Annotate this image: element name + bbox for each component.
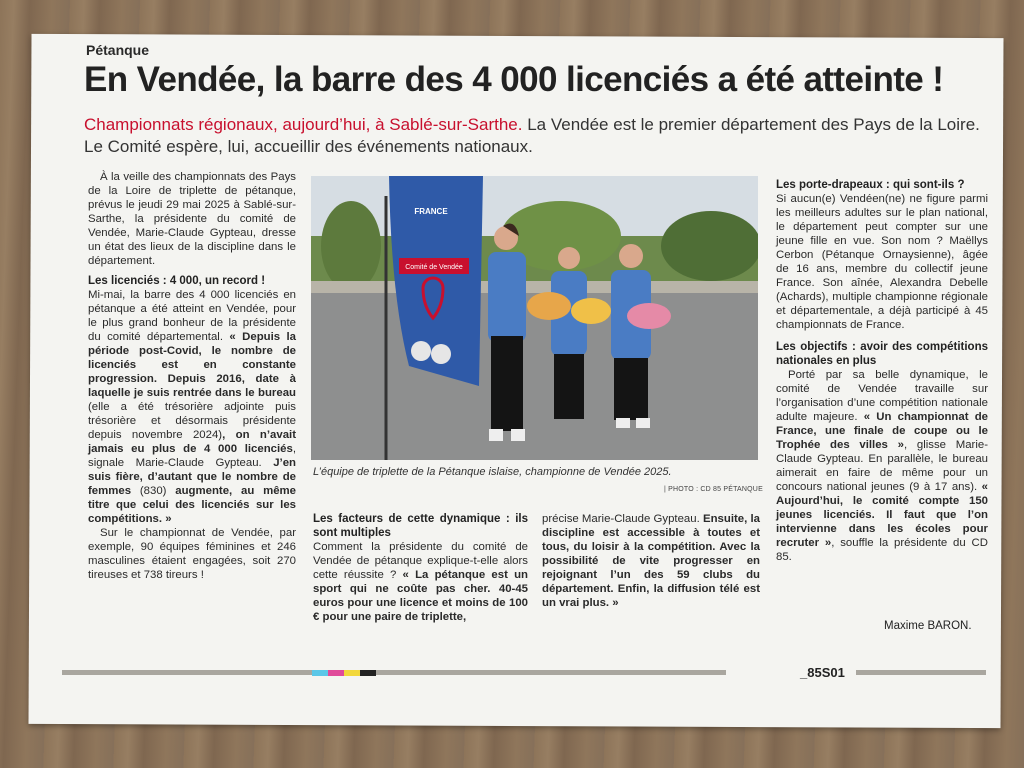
quote-d: augmente, au même titre que celui des licenciés sur les compétitions. » <box>88 485 296 525</box>
player-left <box>488 224 526 441</box>
intro-paragraph: À la veille des championnats des Pays de la Loire de triplette de pétanque, prévus le jeudi 29 mai 2025 à Sablé-sur-Sarthe, la présidente du comité de Vendée, Marie-Claude Gypteau, dresse un état des lieux de la discipline dans le département. <box>88 171 296 267</box>
banner-france-text: FRANCE <box>414 207 448 216</box>
section-title-facteurs: Les facteurs de cette dynamique : ils sont multiples <box>313 513 528 539</box>
quote-c: J’en suis fière, d’autant que le nombre de femmes <box>88 457 296 497</box>
team-photo <box>311 176 758 460</box>
quote-a: « Depuis la période post-Covid, le nombre de licenciés est en constante progression. Depuis 2016, date à laquelle je suis rentrée dans le bureau <box>88 331 297 399</box>
facteurs-quote: « La pétanque est un sport qui ne coûte pas cher. 40-45 euros pour une licence et moins de 100 € pour une paire de triplette, <box>313 569 528 623</box>
section-title-licencies: Les licenciés : 4 000, un record ! <box>88 275 266 287</box>
printer-bar-left <box>62 670 312 675</box>
objectifs-paragraph <box>776 368 988 564</box>
licencies-text-e: , signale Marie-Claude Gypteau. <box>88 443 296 469</box>
section-title-objectifs: Les objectifs : avoir des compétitions nationales en plus <box>776 341 988 367</box>
subheadline <box>84 114 984 158</box>
section-kicker: Pétanque <box>86 42 150 58</box>
objectifs-text-e: , souffle la présidente du CD 85. <box>776 537 988 563</box>
section-title-porte-drapeaux: Les porte-drapeaux : qui sont-ils ? <box>776 179 965 191</box>
column-5 <box>776 178 988 564</box>
photo-caption: L’équipe de triplette de la Pétanque islaise, championne de Vendée 2025. <box>313 466 672 478</box>
banner-committee-text: Comité de Vendée <box>405 264 463 271</box>
printer-bar-middle <box>376 670 726 675</box>
facteurs-text-a: Comment la présidente du comité de Vendée de pétanque explique-t-elle alors cette réussite ? <box>313 541 528 581</box>
printer-bar-right <box>856 670 986 675</box>
licencies-text-a: Mi-mai, la barre des 4 000 licenciés en pétanque a été atteint en Vendée, pour le plus grand bonheur de la présidente du comité départemental. <box>88 289 296 343</box>
objectifs-text-c: , glisse Marie-Claude Gypteau. En parallèle, le bureau aimerait en faire de même pour un concours national jeunes (9 à 17 ans). <box>776 439 988 493</box>
column-3 <box>313 512 528 624</box>
facteurs-text-c: précise Marie-Claude Gypteau. <box>542 513 700 525</box>
quote-b: , on n’avait jamais eu plus de 4 000 licenciés <box>88 429 296 455</box>
team-photo-illustration <box>311 176 758 460</box>
photo-credit: | PHOTO : CD 85 PÉTANQUE <box>664 486 763 493</box>
subheadline-rest: La Vendée est le premier département des Pays de la Loire. Le Comité espère, lui, accueillir des événements nationaux. <box>84 115 980 156</box>
subheadline-red: Championnats régionaux, aujourd’hui, à Sablé-sur-Sarthe. <box>84 115 523 134</box>
facteurs-continuation <box>542 512 760 610</box>
licencies-paragraph <box>88 288 296 526</box>
column-1 <box>88 170 296 582</box>
objectifs-quote-b: « Aujourd’hui, le comité compte 150 jeunes licenciés. Il faut que l’on intervienne dans les écoles pour recruter » <box>776 481 988 549</box>
licencies-text-c: (elle a été trésorière adjointe puis trésorière et désormais présidente depuis novembre 2024) <box>88 401 296 441</box>
objectifs-text-a: Porté par sa belle dynamique, le comité de Vendée travaille sur l’organisation d’une compétition nationale adulte majeure. <box>776 369 988 423</box>
championnat-paragraph: Sur le championnat de Vendée, par exemple, 90 équipes féminines et 246 masculines étaient engagées, soit 270 tireuses et 738 tireurs ! <box>88 527 296 581</box>
page-code: _85S01 <box>800 665 845 680</box>
facteurs-paragraph <box>313 540 528 624</box>
objectifs-quote-a: « Un championnat de France, une finale de coupe ou le Trophée des villes » <box>776 411 988 451</box>
author-signature: Maxime BARON. <box>884 620 972 632</box>
porte-drapeaux-paragraph: Si aucun(e) Vendéen(ne) ne figure parmi les meilleurs adultes sur le plan national, le département peut compter sur une jeune fille en vue. Son nom ? Maëllys Cerbon (Pétanque Ornaysienne), âgée de 16 ans, membre du collectif jeune France. Son aînée, Alexandra Debelle (Achards), multiple championne régionale et départementale, a déjà participé à 45 championnats de France. <box>776 193 988 331</box>
licencies-text-g: (830) <box>131 485 176 497</box>
color-registration-bar <box>312 670 376 676</box>
facteurs-quote-end: Ensuite, la discipline est accessible à toutes et tous, du loisir à la compétition. Avec la possibilité de vite progresser en rejoignant l’un des 59 clubs du département. Enfin, la diffusion télé est un vrai plus. » <box>542 513 760 609</box>
headline: En Vendée, la barre des 4 000 licenciés a été atteinte ! <box>84 60 944 99</box>
column-4 <box>542 512 760 610</box>
